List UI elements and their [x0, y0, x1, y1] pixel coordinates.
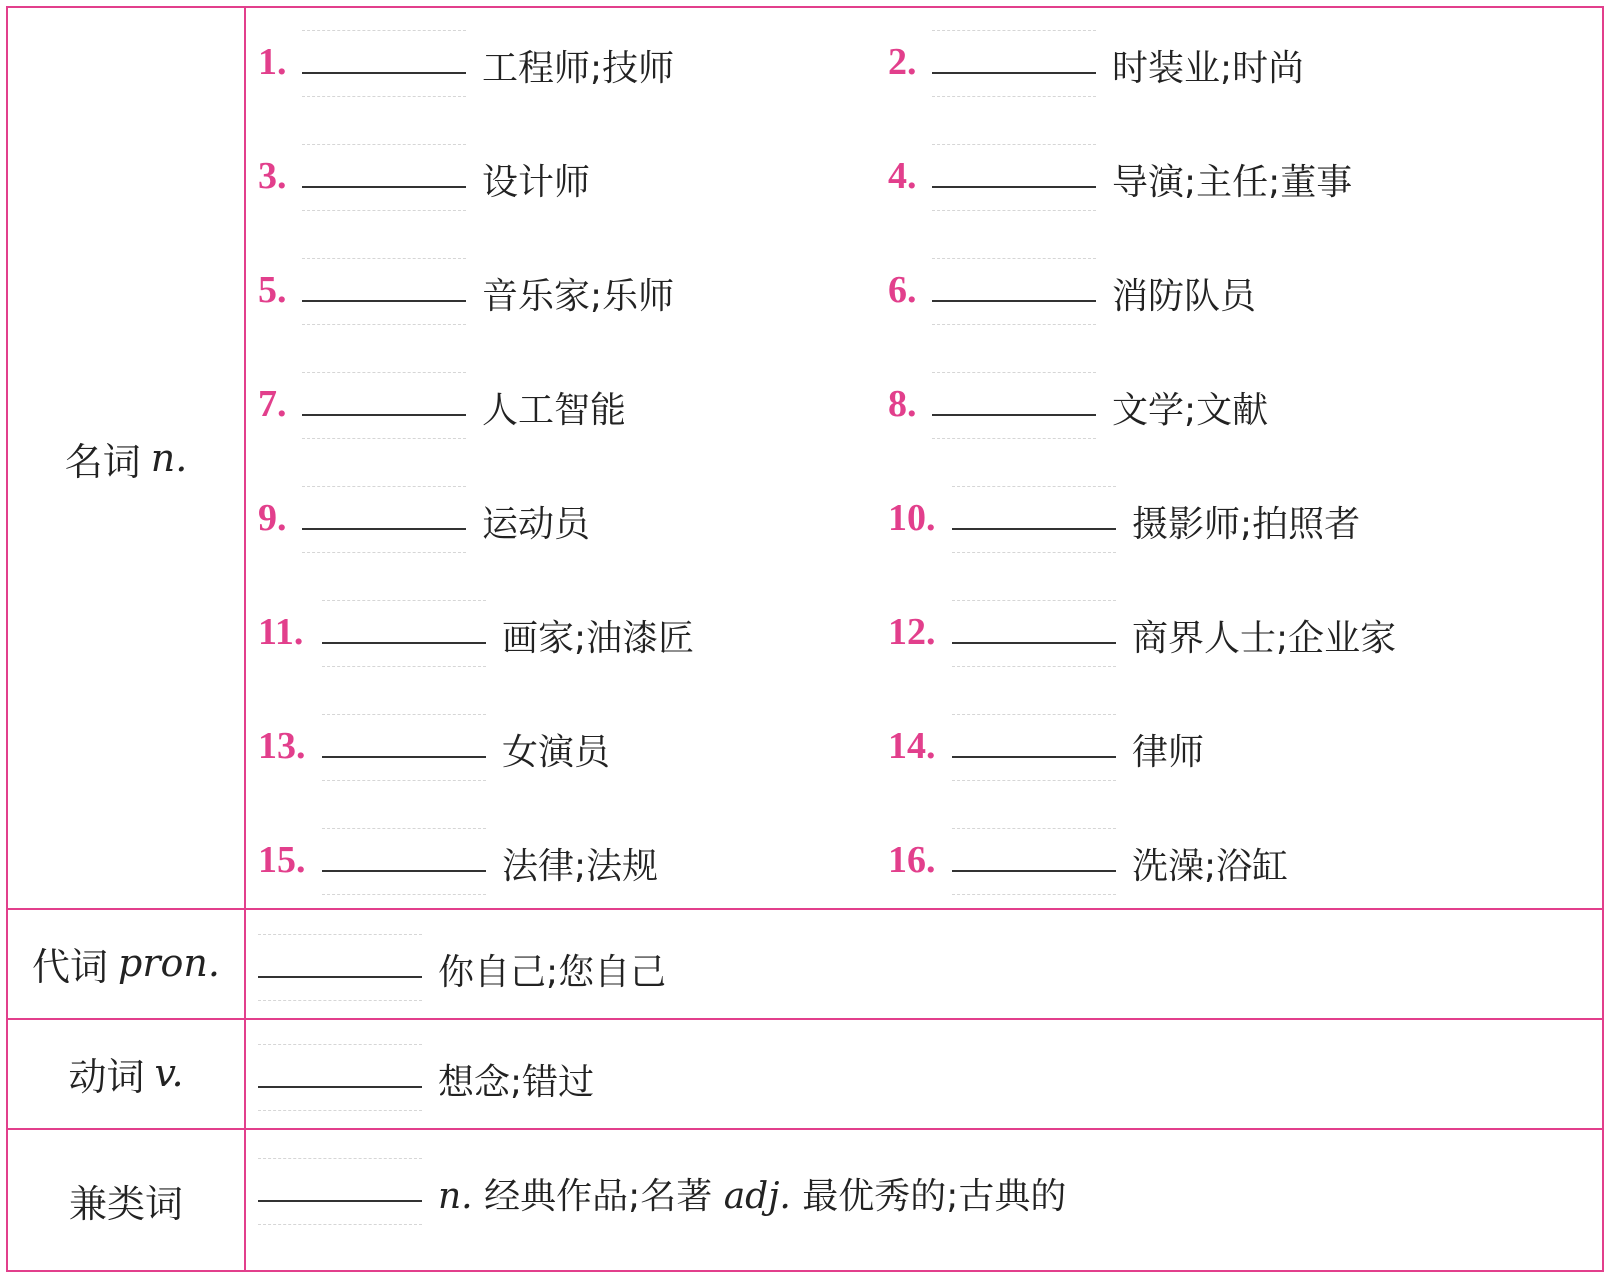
category-abbr: pron. — [118, 941, 220, 985]
category-noun — [8, 8, 244, 908]
item-number: 11. — [258, 611, 304, 653]
item-number: 8. — [888, 383, 917, 425]
item-meaning: 消防队员 — [1112, 276, 1257, 317]
meaning-text: 经典作品;名著 — [484, 1176, 713, 1217]
item-meaning: 设计师 — [482, 162, 591, 203]
item-meaning: 画家;油漆匠 — [502, 618, 695, 659]
item-number: 13. — [258, 725, 306, 767]
answer-blank[interactable] — [302, 368, 466, 440]
item-number: 5. — [258, 269, 287, 311]
vocabulary-table — [6, 6, 1604, 1272]
answer-blank[interactable] — [322, 824, 486, 896]
item-number: 3. — [258, 155, 287, 197]
answer-blank[interactable] — [322, 710, 486, 782]
item-meaning: 工程师;技师 — [482, 48, 675, 89]
item-number: 2. — [888, 41, 917, 83]
answer-blank[interactable] — [258, 930, 422, 1002]
item-meaning: 人工智能 — [482, 390, 627, 431]
item-number: 16. — [888, 839, 936, 881]
item-meaning: 法律;法规 — [502, 846, 659, 887]
item-number: 6. — [888, 269, 917, 311]
item-number: 9. — [258, 497, 287, 539]
item-meaning: 音乐家;乐师 — [482, 276, 675, 317]
item-meaning: 摄影师;拍照者 — [1132, 504, 1361, 545]
answer-blank[interactable] — [952, 710, 1116, 782]
answer-blank[interactable] — [952, 596, 1116, 668]
answer-blank[interactable] — [302, 254, 466, 326]
answer-blank[interactable] — [302, 140, 466, 212]
category-name: 兼类词 — [68, 1181, 183, 1226]
answer-blank[interactable] — [932, 368, 1096, 440]
item-meaning: 律师 — [1132, 732, 1205, 773]
category-pronoun — [8, 908, 244, 1018]
item-number: 14. — [888, 725, 936, 767]
item-meaning: 文学;文献 — [1112, 390, 1269, 431]
answer-blank[interactable] — [932, 140, 1096, 212]
category-name: 名词 — [64, 439, 141, 484]
item-meaning — [438, 1168, 1066, 1219]
item-number: 15. — [258, 839, 306, 881]
answer-blank[interactable] — [302, 26, 466, 98]
category-multi — [8, 1128, 244, 1272]
answer-blank[interactable] — [952, 482, 1116, 554]
row-divider — [8, 1128, 1602, 1130]
category-verb — [8, 1018, 244, 1128]
item-meaning: 你自己;您自己 — [438, 952, 667, 993]
category-name: 动词 — [68, 1054, 145, 1099]
meaning-text: 最优秀的;古典的 — [802, 1176, 1067, 1217]
item-meaning: 商界人士;企业家 — [1132, 618, 1397, 659]
item-meaning: 洗澡;浴缸 — [1132, 846, 1289, 887]
item-number: 1. — [258, 41, 287, 83]
part-of-speech: n. — [438, 1176, 473, 1217]
item-number: 4. — [888, 155, 917, 197]
item-number: 7. — [258, 383, 287, 425]
category-abbr: v. — [154, 1051, 184, 1095]
answer-blank[interactable] — [258, 1040, 422, 1112]
part-of-speech: adj. — [723, 1176, 791, 1217]
answer-blank[interactable] — [932, 254, 1096, 326]
item-number: 12. — [888, 611, 936, 653]
answer-blank[interactable] — [932, 26, 1096, 98]
answer-blank[interactable] — [322, 596, 486, 668]
category-abbr: n. — [150, 436, 188, 480]
category-name: 代词 — [32, 944, 109, 989]
item-meaning: 时装业;时尚 — [1112, 48, 1305, 89]
item-meaning: 女演员 — [502, 732, 611, 773]
item-meaning: 导演;主任;董事 — [1112, 162, 1353, 203]
answer-blank[interactable] — [302, 482, 466, 554]
row-divider — [8, 908, 1602, 910]
item-meaning: 运动员 — [482, 504, 591, 545]
item-number: 10. — [888, 497, 936, 539]
answer-blank[interactable] — [952, 824, 1116, 896]
item-meaning: 想念;错过 — [438, 1062, 595, 1103]
column-divider — [244, 8, 246, 1270]
answer-blank[interactable] — [258, 1154, 422, 1226]
row-divider — [8, 1018, 1602, 1020]
